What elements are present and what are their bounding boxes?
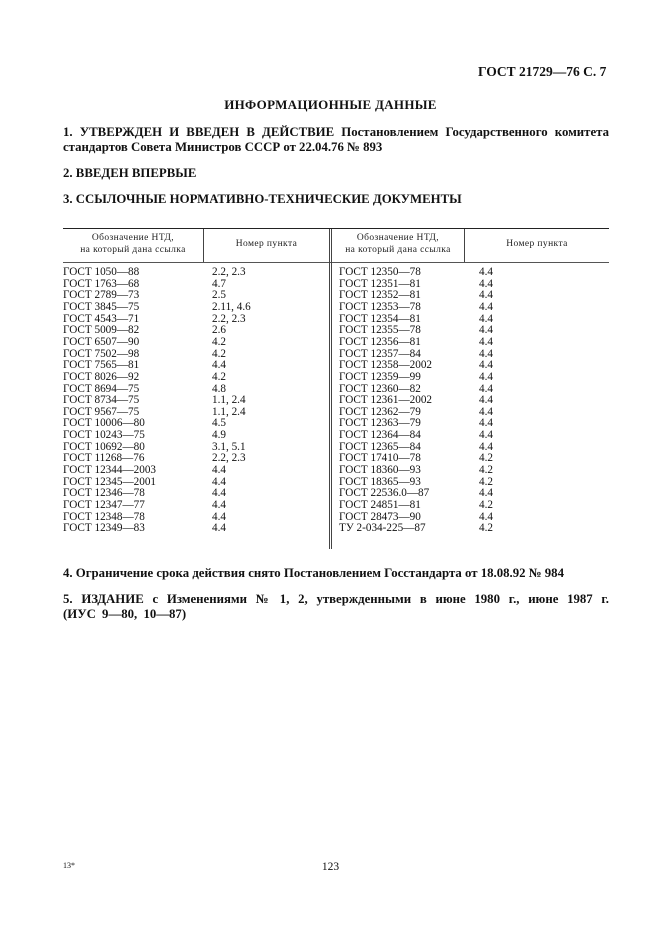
table-cell-designation: ГОСТ 12344—2003 — [63, 464, 157, 477]
table-cell-point: 4.4 — [479, 382, 493, 395]
table-header-rule — [63, 262, 609, 263]
table-cell-point: 4.4 — [479, 359, 493, 372]
document-code-header: ГОСТ 21729—76 С. 7 — [478, 64, 607, 79]
table-cell-point: 1.1, 2.4 — [212, 394, 246, 407]
table-cell-point: 4.4 — [212, 522, 226, 535]
table-cell-designation: ГОСТ 12359—99 — [339, 370, 421, 383]
table-cell-point: 4.2 — [479, 464, 493, 477]
table-cell-point: 2.2, 2.3 — [212, 266, 246, 278]
section-1-text: Постановлением Государственного комитета стандартов Совета Министров СССР от 22.04.76 № 893 — [63, 125, 609, 154]
table-cell-designation: ГОСТ 18365—93 — [339, 475, 421, 488]
table-cell-point: 4.4 — [479, 429, 493, 442]
table-cell-designation: ГОСТ 8734—75 — [63, 394, 140, 407]
footer-mark: 13* — [63, 861, 75, 870]
table-cell-designation: ГОСТ 12364—84 — [339, 429, 421, 442]
table-cell-designation: ГОСТ 12358—2002 — [339, 359, 433, 372]
table-cell-point: 4.4 — [212, 475, 226, 488]
table-cell-point: 4.9 — [212, 429, 226, 442]
column-divider-middle-2 — [331, 229, 332, 549]
table-cell-designation: ГОСТ 3845—75 — [63, 300, 140, 313]
table-cell-point: 4.4 — [479, 440, 493, 453]
table-cell-designation: ГОСТ 9567—75 — [63, 405, 140, 418]
table-cell-point: 2.2, 2.3 — [212, 452, 246, 465]
table-cell-designation: ГОСТ 12352—81 — [339, 289, 421, 302]
header-ntd-right: Обозначение НТД, на который дана ссылка — [345, 233, 451, 255]
section-3: 3. ССЫЛОЧНЫЕ НОРМАТИВНО-ТЕХНИЧЕСКИЕ ДОКУМЕНТЫ — [63, 192, 462, 206]
table-cell-designation: ГОСТ 12347—77 — [63, 499, 145, 511]
page-title: ИНФОРМАЦИОННЫЕ ДАННЫЕ — [224, 97, 437, 112]
table-cell-designation: ГОСТ 10006—80 — [63, 417, 145, 430]
table-cell-designation: ГОСТ 12357—84 — [339, 347, 421, 360]
table-cell-designation: ГОСТ 6507—90 — [63, 335, 140, 348]
table-cell-designation: ГОСТ 8694—75 — [63, 382, 140, 395]
table-cell-point: 4.4 — [479, 300, 493, 313]
table-cell-designation: ГОСТ 12349—83 — [63, 522, 145, 535]
table-cell-point: 4.4 — [479, 510, 493, 523]
table-cell-designation: ГОСТ 12346—78 — [63, 487, 145, 500]
table-cell-designation: ГОСТ 12360—82 — [339, 382, 421, 395]
table-cell-designation: ГОСТ 10692—80 — [63, 440, 145, 453]
table-cell-point: 2.2, 2.3 — [212, 312, 246, 325]
table-cell-designation: ГОСТ 12363—79 — [339, 417, 421, 430]
header-point-left: Номер пункта — [235, 239, 298, 249]
section-2: 2. ВВЕДЕН ВПЕРВЫЕ — [63, 166, 197, 180]
table-cell-point: 4.4 — [212, 487, 226, 500]
section-1 — [63, 125, 609, 155]
table-cell-point: 4.2 — [212, 347, 226, 360]
table-cell-designation: ГОСТ 10243—75 — [63, 429, 145, 442]
table-cell-point: 4.4 — [479, 417, 493, 430]
table-cell-point: 4.4 — [479, 312, 493, 325]
table-cell-point: 4.4 — [479, 405, 493, 418]
table-cell-point: 4.4 — [212, 510, 226, 523]
table-cell-point: 4.4 — [479, 487, 493, 500]
table-cell-point: 4.4 — [479, 266, 493, 278]
table-cell-point: 4.2 — [212, 335, 226, 348]
table-cell-designation: ГОСТ 4543—71 — [63, 312, 140, 325]
table-top-rule — [63, 228, 609, 229]
table-cell-designation: ГОСТ 1050—88 — [63, 266, 140, 278]
table-cell-point: 3.1, 5.1 — [212, 440, 246, 453]
table-cell-point: 4.2 — [479, 475, 493, 488]
table-cell-designation: ГОСТ 11268—76 — [63, 452, 145, 465]
table-cell-point: 2.11, 4.6 — [212, 300, 251, 313]
table-cell-designation: ГОСТ 24851—81 — [339, 499, 421, 511]
table-cell-designation: ГОСТ 12345—2001 — [63, 475, 157, 488]
section-1-heading: 1. УТВЕРЖДЕН И ВВЕДЕН В ДЕЙСТВИЕ — [63, 125, 335, 139]
table-cell-point: 4.2 — [479, 452, 493, 465]
table-cell-point: 4.4 — [479, 394, 493, 407]
table-cell-point: 2.5 — [212, 289, 226, 302]
table-cell-point: 4.2 — [212, 370, 226, 383]
section-4: 4. Ограничение срока действия снято Постановлением Госстандарта от 18.08.92 № 984 — [63, 566, 564, 580]
table-cell-designation: ГОСТ 8026—92 — [63, 370, 140, 383]
table-cell-designation: ГОСТ 12356—81 — [339, 335, 421, 348]
table-cell-point: 4.4 — [479, 324, 493, 337]
table-cell-point: 4.8 — [212, 382, 226, 395]
table-cell-point: 4.4 — [479, 289, 493, 302]
table-cell-point: 4.4 — [212, 464, 226, 477]
table-cell-designation: ТУ 2-034-225—87 — [339, 522, 426, 535]
table-cell-point: 4.2 — [479, 522, 493, 535]
column-divider-middle — [329, 229, 330, 549]
header-point-right: Номер пункта — [506, 239, 568, 249]
table-cell-designation: ГОСТ 12348—78 — [63, 510, 145, 523]
table-cell-designation: ГОСТ 2789—73 — [63, 289, 140, 302]
table-cell-designation: ГОСТ 12351—81 — [339, 277, 421, 290]
table-cell-designation: ГОСТ 7565—81 — [63, 359, 140, 372]
table-cell-point: 2.6 — [212, 324, 226, 337]
table-cell-designation: ГОСТ 12365—84 — [339, 440, 421, 453]
table-cell-point: 4.4 — [479, 370, 493, 383]
table-cell-point: 1.1, 2.4 — [212, 405, 246, 418]
table-cell-point: 4.4 — [479, 277, 493, 290]
section-5: 5. ИЗДАНИЕ с Изменениями № 1, 2, утвержденными в июне 1980 г., июне 1987 г. (ИУС 9—80, 10—87) — [63, 592, 609, 621]
table-cell-point: 4.4 — [479, 347, 493, 360]
table-cell-designation: ГОСТ 12362—79 — [339, 405, 421, 418]
table-cell-designation: ГОСТ 12355—78 — [339, 324, 421, 337]
table-cell-point: 4.2 — [479, 499, 493, 511]
table-cell-designation: ГОСТ 28473—90 — [339, 510, 421, 523]
table-cell-designation: ГОСТ 12353—78 — [339, 300, 421, 313]
table-cell-designation: ГОСТ 17410—78 — [339, 452, 421, 465]
table-cell-designation: ГОСТ 22536.0—87 — [339, 487, 430, 500]
table-cell-designation: ГОСТ 7502—98 — [63, 347, 140, 360]
table-cell-designation: ГОСТ 18360—93 — [339, 464, 421, 477]
table-cell-point: 4.4 — [479, 335, 493, 348]
page-number: 123 — [321, 861, 340, 873]
table-cell-designation: ГОСТ 12354—81 — [339, 312, 421, 325]
table-cell-designation: ГОСТ 12361—2002 — [339, 394, 433, 407]
table-cell-point: 4.4 — [212, 499, 226, 511]
table-cell-designation: ГОСТ 5009—82 — [63, 324, 140, 337]
header-ntd-left: Обозначение НТД, на который дана ссылка — [80, 233, 186, 255]
table-cell-point: 4.5 — [212, 417, 226, 430]
table-cell-point: 4.4 — [212, 359, 226, 372]
table-cell-point: 4.7 — [212, 277, 226, 290]
table-cell-designation: ГОСТ 1763—68 — [63, 277, 140, 290]
table-cell-designation: ГОСТ 12350—78 — [339, 266, 421, 278]
